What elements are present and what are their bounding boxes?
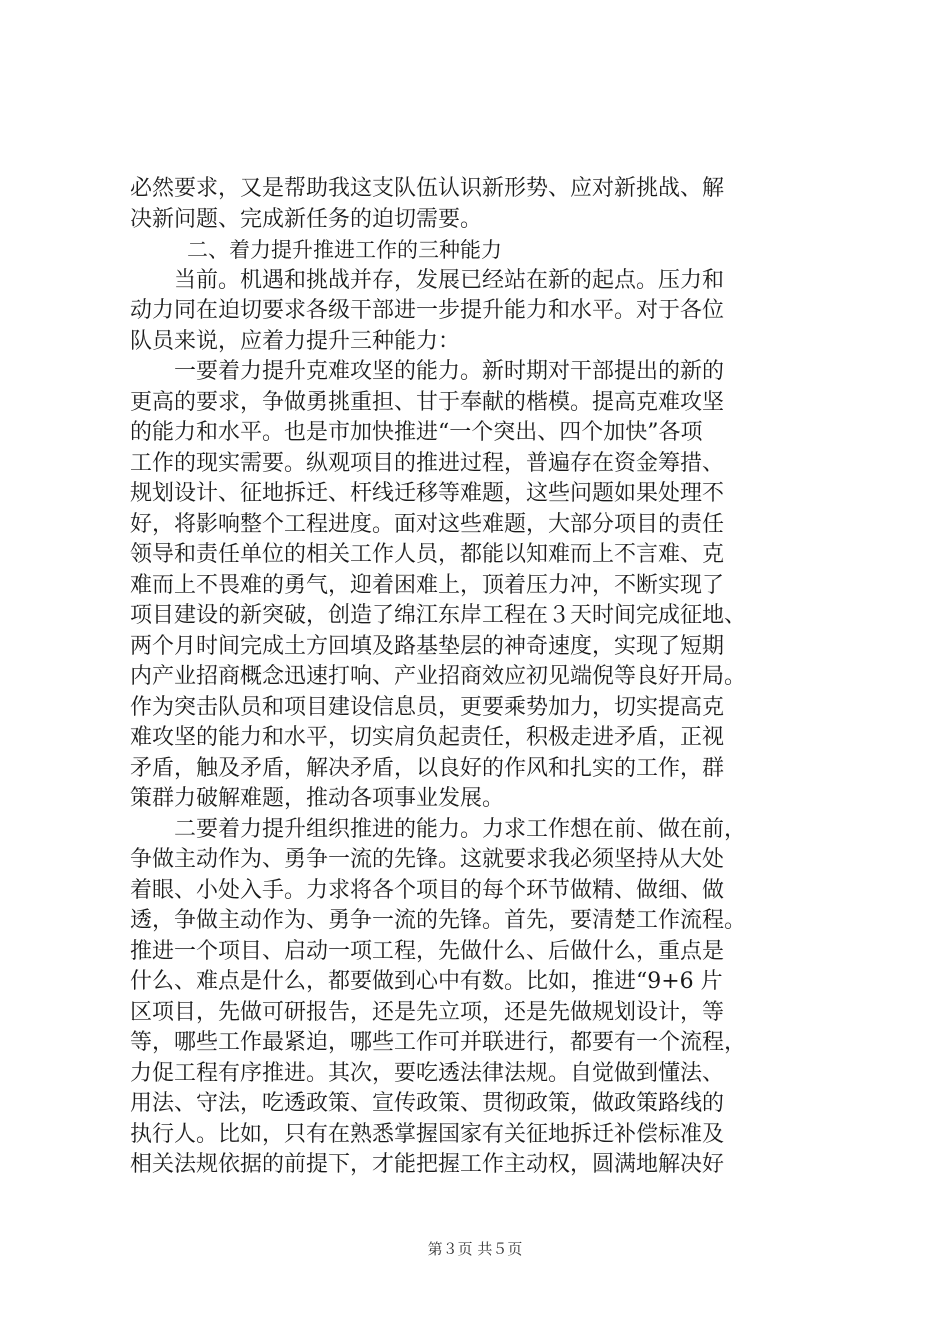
text-line: 领导和责任单位的相关工作人员，都能以知难而上不言难、克 (130, 542, 725, 567)
text-line: 更高的要求，争做勇挑重担、甘于奉献的楷模。提高克难攻坚 (130, 389, 725, 415)
text-line: 两个月时间完成土方回填及路基垫层的神奇速度，实现了短期 (130, 633, 725, 659)
text-line: 项目建设的新突破，创造了绵江东岸工程在３天时间完成征地、 (130, 603, 747, 628)
section-heading: 二、着力提升推进工作的三种能力 (187, 238, 502, 262)
document-body (130, 174, 830, 1181)
text-line: 推进一个项目、启动一项工程，先做什么、后做什么，重点是 (130, 938, 725, 964)
text-line: 策群力破解难题，推动各项事业发展。 (130, 786, 505, 811)
text-line: 当前。机遇和挑战并存，发展已经站在新的起点。压力和 (130, 267, 725, 293)
text-line: 一要着力提升克难攻坚的能力。新时期对干部提出的新的 (130, 359, 725, 384)
text-line: 矛盾，触及矛盾，解决矛盾，以良好的作风和扎实的工作，群 (130, 755, 725, 781)
text-line: 执行人。比如，只有在熟悉掌握国家有关征地拆迁补偿标准及 (130, 1121, 725, 1147)
text-line: 决新问题、完成新任务的迫切需要。 (130, 206, 483, 232)
text-line: 动力同在迫切要求各级干部进一步提升能力和水平。对于各位 (130, 298, 725, 323)
text-line: 相关法规依据的前提下，才能把握工作主动权，圆满地解决好 (130, 1152, 725, 1177)
text-line: 争做主动作为、勇争一流的先锋。这就要求我必须坚持从大处 (130, 847, 725, 872)
text-line: 工作的现实需要。纵观项目的推进过程，普遍存在资金筹措、 (130, 450, 725, 476)
text-line: 好，将影响整个工程进度。面对这些难题，大部分项目的责任 (130, 511, 725, 537)
text-line: 着眼、小处入手。力求将各个项目的每个环节做精、做细、做 (130, 877, 725, 903)
text-line: 用法、守法，吃透政策、宣传政策、贯彻政策，做政策路线的 (130, 1091, 725, 1116)
text-line: 二要着力提升组织推进的能力。力求工作想在前、做在前， (130, 816, 747, 842)
text-line: 作为突击队员和项目建设信息员，更要乘势加力，切实提高克 (130, 694, 725, 720)
text-line: 透，争做主动作为、勇争一流的先锋。首先，要清楚工作流程。 (130, 908, 747, 933)
text-line: 力促工程有序推进。其次，要吃透法律法规。自觉做到懂法、 (130, 1060, 725, 1086)
text-line: 什么、难点是什么，都要做到心中有数。比如，推进“9+6 片 (130, 969, 723, 994)
text-line: 必然要求，又是帮助我这支队伍认识新形势、应对新挑战、解 (130, 176, 725, 201)
text-line: 难攻坚的能力和水平，切实肩负起责任，积极走进矛盾，正视 (130, 725, 725, 750)
text-line: 等，哪些工作最紧迫，哪些工作可并联进行，都要有一个流程， (130, 1030, 747, 1055)
text-line: 的能力和水平。也是市加快推进“一个突出、四个加快”各项 (130, 420, 703, 445)
text-line: 队员来说，应着力提升三种能力： (130, 328, 461, 354)
text-line: 难而上不畏难的勇气，迎着困难上，顶着压力冲，不断实现了 (130, 572, 725, 598)
text-line: 区项目，先做可研报告，还是先立项，还是先做规划设计，等 (130, 999, 725, 1025)
text-line: 规划设计、征地拆迁、杆线迁移等难题，这些问题如果处理不 (130, 481, 725, 506)
page-number: 第３页 共５页 (427, 1240, 523, 1258)
text-line: 内产业招商概念迅速打响、产业招商效应初见端倪等良好开局。 (130, 664, 747, 689)
